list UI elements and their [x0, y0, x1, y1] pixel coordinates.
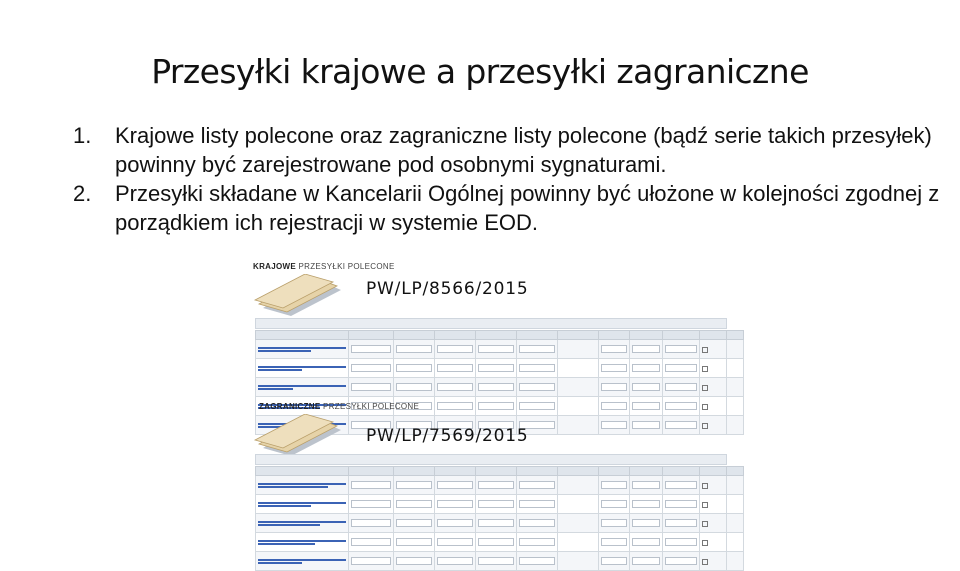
signature-number: PW/LP/8566/2015	[366, 279, 529, 299]
table-row	[256, 359, 744, 378]
table-row	[256, 495, 744, 514]
table-row	[256, 476, 744, 495]
toolbar-bar	[255, 318, 727, 329]
heading-bold: KRAJOWE	[253, 262, 296, 271]
bullet-number: 2.	[73, 181, 92, 206]
bullet-list	[73, 121, 953, 237]
shipments-table	[255, 466, 744, 571]
heading-rest: PRZESYŁKI POLECONE	[320, 402, 420, 411]
envelope-stack-icon	[253, 414, 345, 456]
bullet-text: Krajowe listy polecone oraz zagraniczne listy polecone (bądź serie takich przesyłek) powinny być zarejestrowane pod osobnymi sygnaturami.	[115, 123, 932, 177]
bullet-number: 1.	[73, 123, 92, 148]
screenshot-domestic	[253, 262, 733, 394]
bullet-text: Przesyłki składane w Kancelarii Ogólnej powinny być ułożone w kolejności zgodnej z porządkiem ich rejestracji w systemie EOD.	[115, 181, 940, 235]
signature-number: PW/LP/7569/2015	[366, 426, 529, 446]
toolbar-bar	[255, 454, 727, 465]
table-row	[256, 340, 744, 359]
list-item	[73, 179, 953, 237]
screenshot-heading	[259, 402, 419, 411]
slide-title: Przesyłki krajowe a przesyłki zagraniczne	[151, 52, 809, 91]
list-item	[73, 121, 953, 179]
screenshot-heading	[253, 262, 395, 271]
envelope-stack-icon	[253, 274, 345, 316]
table-row	[256, 533, 744, 552]
heading-rest: PRZESYŁKI POLECONE	[296, 262, 395, 271]
heading-bold: ZAGRANICZNE	[259, 402, 321, 411]
screenshot-foreign	[253, 402, 733, 536]
table-row	[256, 514, 744, 533]
table-row	[256, 552, 744, 571]
table-row	[256, 378, 744, 397]
